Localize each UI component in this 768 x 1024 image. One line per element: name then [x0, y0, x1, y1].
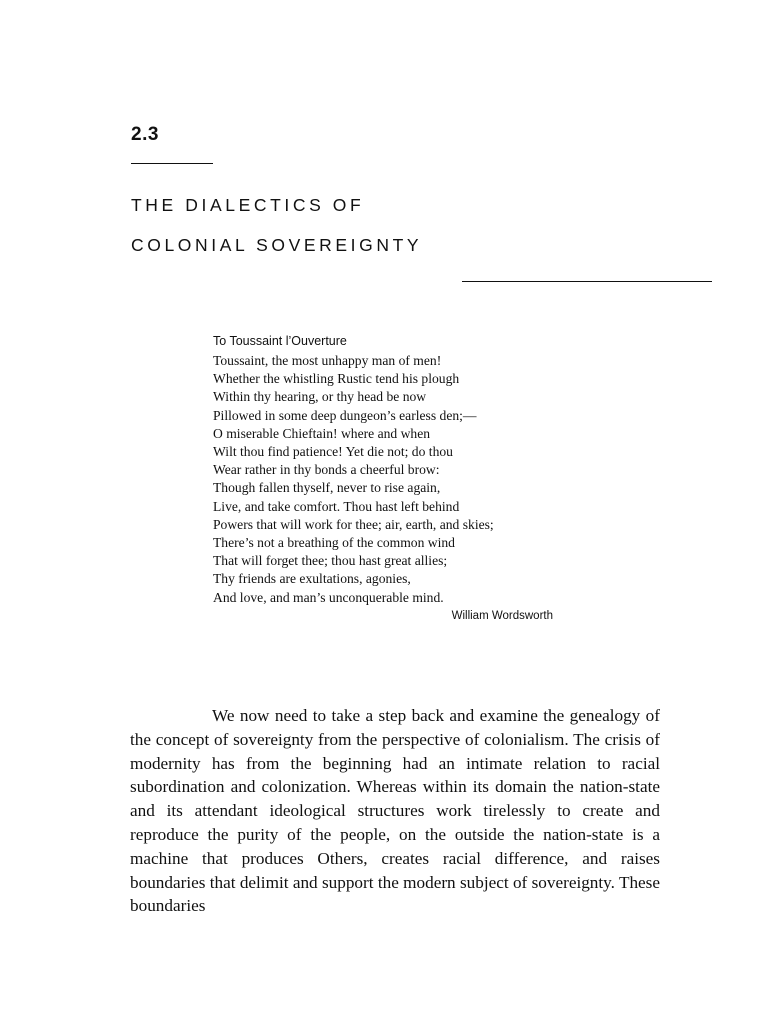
poem-line: Wear rather in thy bonds a cheerful brow: — [213, 462, 440, 478]
poem-line: Though fallen thyself, never to rise again, — [213, 480, 441, 496]
poem-line: Whether the whistling Rustic tend his plough — [213, 371, 460, 387]
poem-line: Within thy hearing, or thy head be now — [213, 389, 427, 405]
section-number-rule — [131, 163, 213, 164]
poem-line: Toussaint, the most unhappy man of men! — [213, 353, 442, 368]
poem-line: And love, and man’s unconquerable mind. — [213, 589, 444, 605]
poem-line: That will forget thee; thou hast great allies; — [213, 553, 448, 569]
poem-line: Live, and take comfort. Thou hast left behind — [213, 498, 460, 514]
chapter-title-line-2: COLONIAL SOVEREIGNTY — [131, 235, 423, 255]
poem-line: There’s not a breathing of the common wind — [213, 535, 455, 551]
poem-line: Thy friends are exultations, agonies, — [213, 571, 411, 587]
section-number: 2.3 — [131, 124, 159, 145]
epigraph-author: William Wordsworth — [451, 609, 553, 622]
poem-line: Wilt thou find patience! Yet die not; do thou — [213, 444, 453, 460]
epigraph-title: To Toussaint l’Ouverture — [213, 334, 347, 348]
body-paragraph: We now need to take a step back and examine the genealogy of the concept of sovereignty from the perspective of colonialism. The crisis of modernity has from the beginning had an intimate relation to racial subordination and colonization. Whereas within its domain the nation-state and its attendant ideological structures work tirelessly to create and reproduce the purity of the people, on the outside the nation-state is a machine that produces Others, creates racial difference, and raises boundaries that delimit and support the modern subject of sovereignty. These boundaries — [130, 706, 660, 916]
chapter-title-line-1: THE DIALECTICS OF — [131, 195, 365, 215]
poem-line: O miserable Chieftain! where and when — [213, 425, 431, 441]
epigraph — [213, 332, 558, 624]
title-rule — [462, 281, 712, 282]
poem-line: Powers that will work for thee; air, earth, and skies; — [213, 516, 494, 532]
poem-line: Pillowed in some deep dungeon’s earless den;— — [213, 407, 477, 423]
